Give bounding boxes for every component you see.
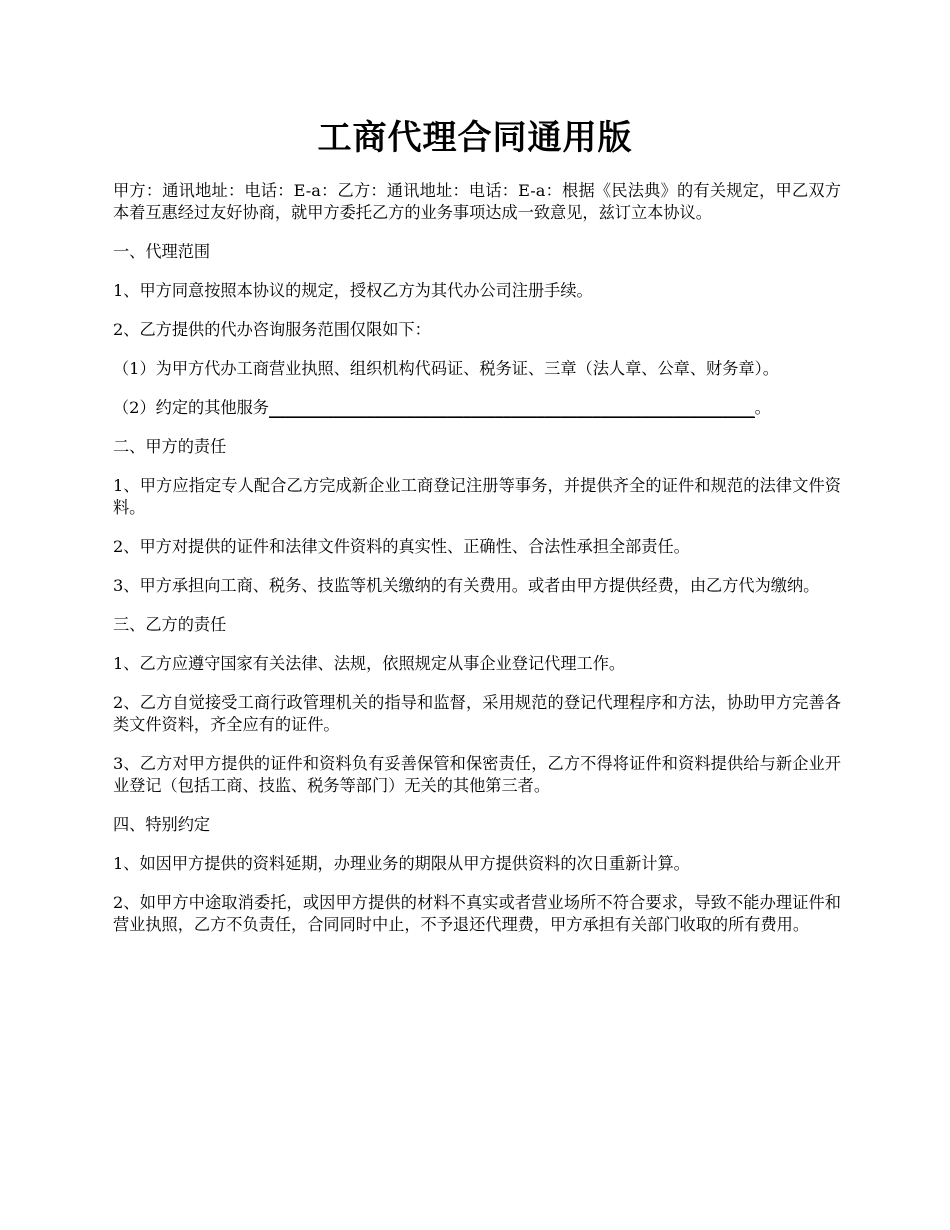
section-heading-agency-scope: 一、代理范围 — [113, 242, 211, 261]
clause-3-3: 3、乙方对甲方提供的证件和资料负有妥善保管和保密责任，乙方不得将证件和资料提供给与新企业开业登记（包括工商、技监、税务等部门）无关的其他第三者。 — [113, 754, 841, 795]
other-service-end: 。 — [754, 398, 771, 417]
clause-2-1: 1、甲方应指定专人配合乙方完成新企业工商登记注册等事务，并提供齐全的证件和规范的法律文件资料。 — [113, 476, 841, 517]
document-body — [113, 180, 841, 953]
clause-2-2: 2、甲方对提供的证件和法律文件资料的真实性、正确性、合法性承担全部责任。 — [113, 537, 690, 556]
section-heading-party-b: 三、乙方的责任 — [113, 615, 227, 634]
clause-1-2-item-2 — [113, 397, 841, 419]
clause-1-2: 2、乙方提供的代办咨询服务范围仅限如下： — [113, 320, 431, 339]
clause-2-3: 3、甲方承担向工商、税务、技监等机关缴纳的有关费用。或者由甲方提供经费，由乙方代为缴纳。 — [113, 576, 820, 595]
document-title: 工商代理合同通用版 — [317, 118, 633, 158]
clause-4-2: 2、如甲方中途取消委托，或因甲方提供的材料不真实或者营业场所不符合要求，导致不能办理证件和营业执照，乙方不负责任，合同同时中止，不予退还代理费，甲方承担有关部门收取的所有费用。 — [113, 893, 841, 934]
clause-3-1: 1、乙方应遵守国家有关法律、法规，依照规定从事企业登记代理工作。 — [113, 654, 626, 673]
clause-4-1: 1、如因甲方提供的资料延期，办理业务的期限从甲方提供资料的次日重新计算。 — [113, 854, 690, 873]
other-service-label: （2）约定的其他服务 — [113, 398, 269, 417]
clause-1-2-item-1: （1）为甲方代办工商营业执照、组织机构代码证、税务证、三章（法人章、公章、财务章）。 — [113, 359, 779, 378]
clause-1-1: 1、甲方同意按照本协议的规定，授权乙方为其代办公司注册手续。 — [113, 281, 593, 300]
preamble-paragraph: 甲方：通讯地址：电话：E-a：乙方：通讯地址：电话：E-a：根据《民法典》的有关规定，甲乙双方本着互惠经过友好协商，就甲方委托乙方的业务事项达成一致意见，兹订立本协议。 — [113, 181, 841, 222]
clause-3-2: 2、乙方自觉接受工商行政管理机关的指导和监督，采用规范的登记代理程序和方法，协助甲方完善各类文件资料，齐全应有的证件。 — [113, 693, 841, 734]
section-heading-party-a: 二、甲方的责任 — [113, 437, 227, 456]
other-service-blank: ____________________________________________________________ — [269, 398, 755, 417]
section-heading-special-terms: 四、特别约定 — [113, 815, 211, 834]
